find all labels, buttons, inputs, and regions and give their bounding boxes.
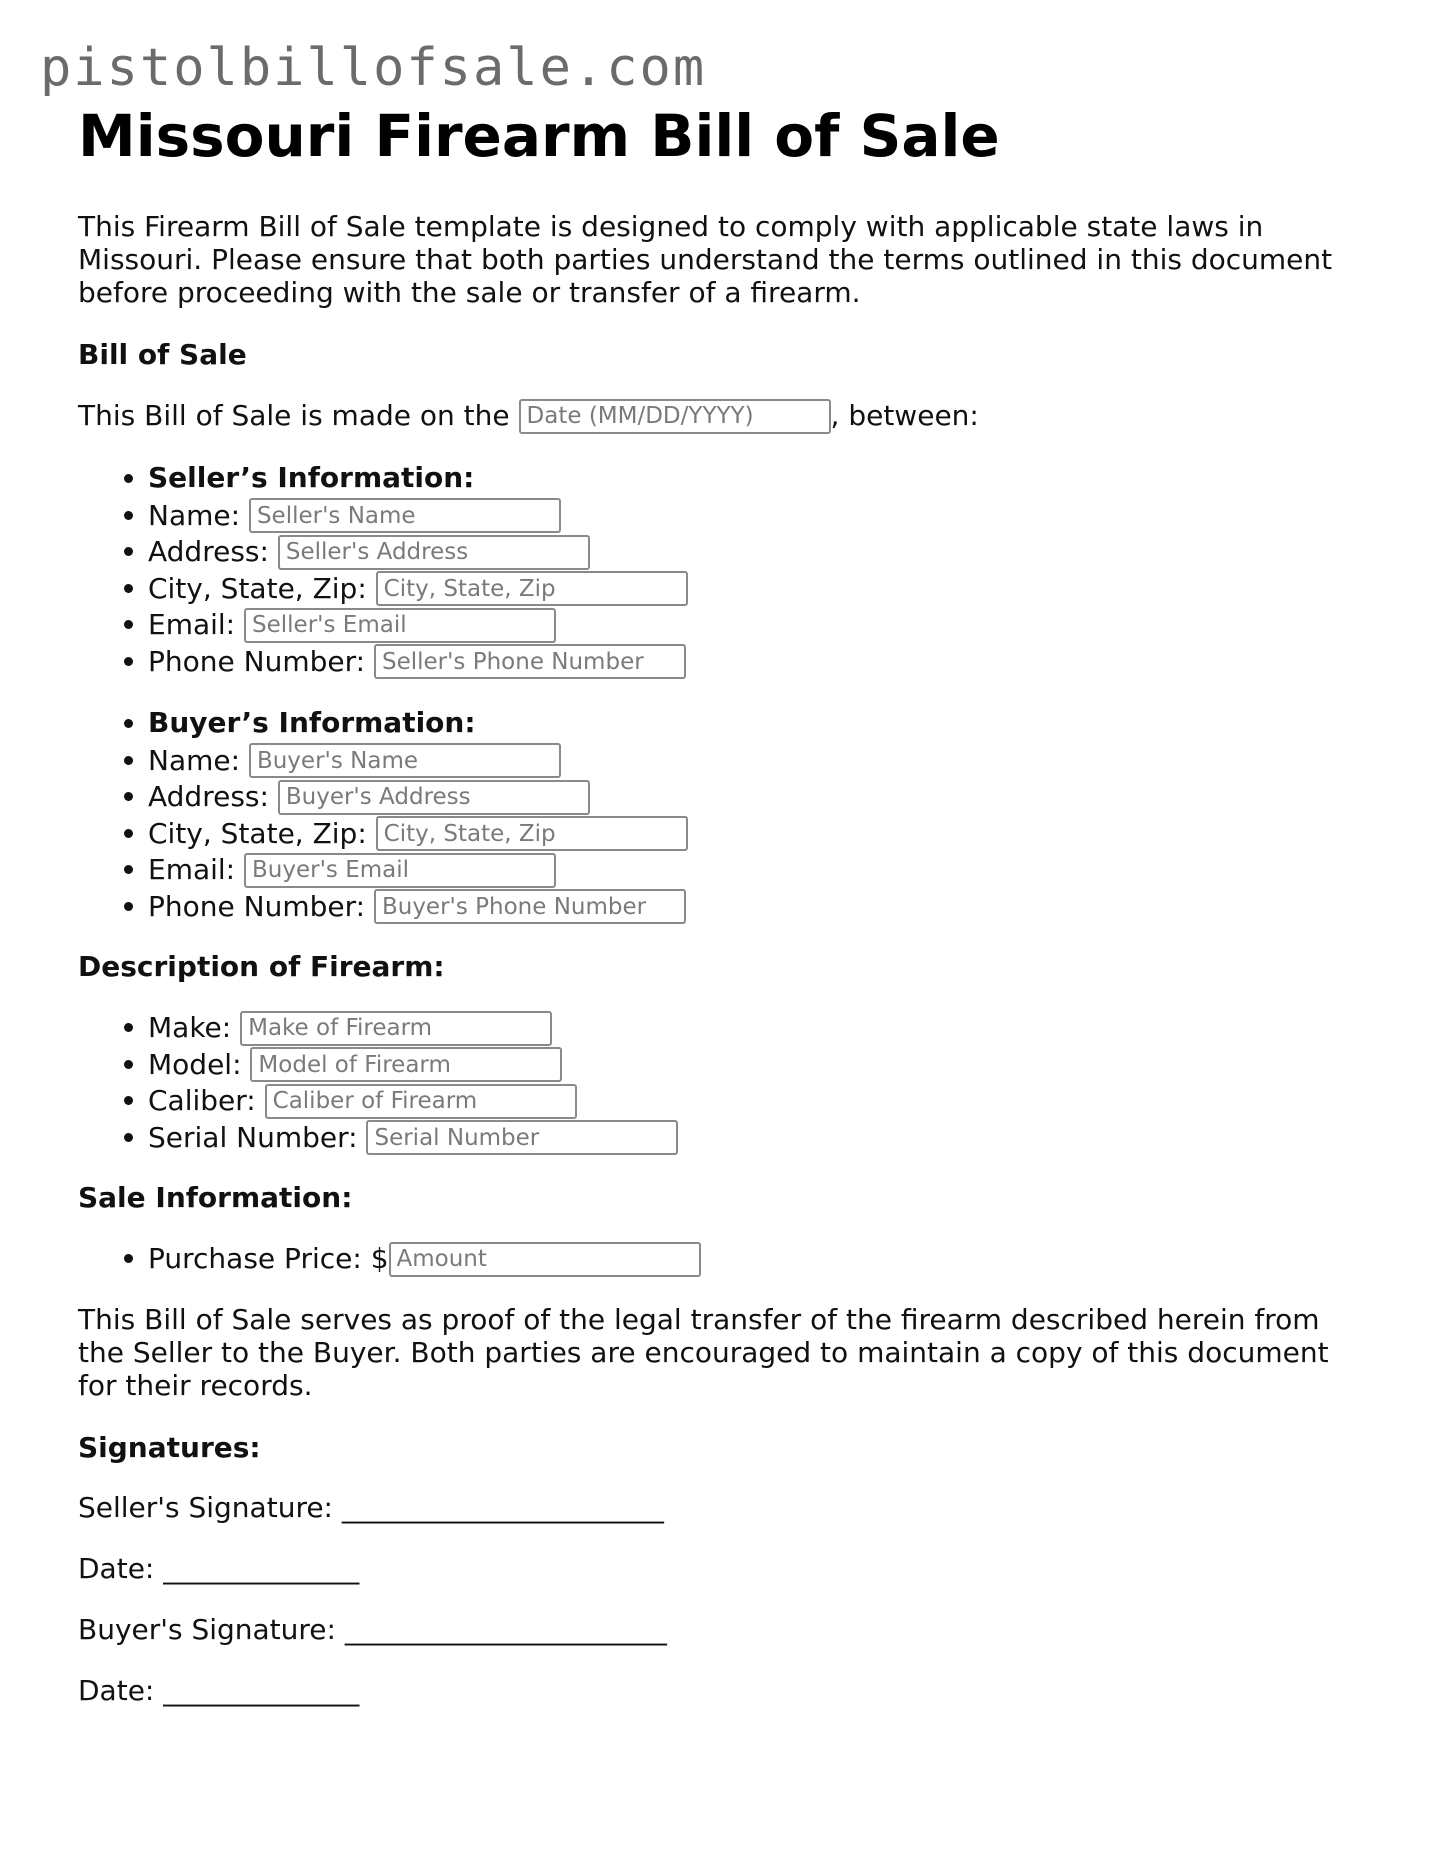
buyer-address-input[interactable] <box>278 780 590 815</box>
list-item <box>148 533 1368 570</box>
site-watermark: pistolbillofsale.com <box>40 38 707 98</box>
sale-information-heading: Sale Information: <box>78 1181 353 1214</box>
intro-paragraph: This Firearm Bill of Sale template is designed to comply with applicable state laws in Missouri. Please ensure that both parties understand the terms outlined in this document before proceeding with the sale or transfer of a firearm. <box>78 210 1333 309</box>
buyer-signature-line: Buyer's Signature: _______________________ <box>78 1612 667 1646</box>
seller-address-input[interactable] <box>278 535 590 570</box>
field-label: Name: <box>148 743 241 777</box>
seller-info-list <box>78 460 1368 679</box>
field-label: Model: <box>148 1047 242 1081</box>
seller-phone-input[interactable] <box>374 644 686 679</box>
field-label: Phone Number: <box>148 889 366 923</box>
bill-of-sale-heading: Bill of Sale <box>78 338 247 371</box>
sale-date-line <box>78 398 1368 434</box>
buyer-info-list <box>78 705 1368 924</box>
field-label: Caliber: <box>148 1083 256 1117</box>
buyer-date-line: Date: ______________ <box>78 1673 360 1707</box>
list-item <box>148 1009 1368 1046</box>
seller-city-state-zip-input[interactable] <box>376 571 688 606</box>
buyer-info-heading: Buyer’s Information: <box>148 706 476 739</box>
seller-email-input[interactable] <box>244 608 556 643</box>
list-item <box>148 888 1368 925</box>
list-item <box>148 1082 1368 1119</box>
field-label: Name: <box>148 498 241 532</box>
list-item <box>148 497 1368 534</box>
buyer-city-state-zip-input[interactable] <box>376 816 688 851</box>
buyer-email-input[interactable] <box>244 853 556 888</box>
field-label: Email: <box>148 852 236 886</box>
field-label: Phone Number: <box>148 644 366 678</box>
firearm-serial-input[interactable] <box>366 1120 678 1155</box>
field-label: Address: <box>148 779 269 813</box>
sale-date-prefix: This Bill of Sale is made on the <box>78 399 510 432</box>
list-item <box>148 705 1368 742</box>
firearm-caliber-input[interactable] <box>265 1084 577 1119</box>
sale-date-input[interactable] <box>519 399 831 434</box>
buyer-phone-input[interactable] <box>374 889 686 924</box>
document-page <box>78 100 1368 1708</box>
firearm-description-list <box>78 1009 1368 1155</box>
list-item <box>148 643 1368 680</box>
firearm-description-heading: Description of Firearm: <box>78 950 445 983</box>
sale-information-list <box>78 1240 1368 1277</box>
list-item <box>148 815 1368 852</box>
seller-date-line: Date: ______________ <box>78 1551 360 1585</box>
field-label: Make: <box>148 1010 232 1044</box>
list-item <box>148 778 1368 815</box>
seller-info-heading: Seller’s Information: <box>148 461 475 494</box>
list-item <box>148 606 1368 643</box>
list-item <box>148 570 1368 607</box>
field-label: Address: <box>148 534 269 568</box>
field-label: Purchase Price: $ <box>148 1241 389 1275</box>
list-item <box>148 1119 1368 1156</box>
list-item <box>148 851 1368 888</box>
seller-signature-line: Seller's Signature: _______________________ <box>78 1490 664 1524</box>
page-title: Missouri Firearm Bill of Sale <box>78 102 1000 170</box>
field-label: Serial Number: <box>148 1120 358 1154</box>
field-label: City, State, Zip: <box>148 816 367 850</box>
buyer-name-input[interactable] <box>249 743 561 778</box>
firearm-make-input[interactable] <box>240 1011 552 1046</box>
seller-name-input[interactable] <box>249 498 561 533</box>
field-label: Email: <box>148 607 236 641</box>
list-item <box>148 460 1368 497</box>
list-item <box>148 1046 1368 1083</box>
signatures-heading: Signatures: <box>78 1430 261 1464</box>
closing-paragraph: This Bill of Sale serves as proof of the legal transfer of the firearm described herein from the Seller to the Buyer. Both parties are encouraged to maintain a copy of this document for their records. <box>78 1302 1329 1402</box>
field-label: City, State, Zip: <box>148 571 367 605</box>
purchase-price-input[interactable] <box>389 1242 701 1277</box>
list-item <box>148 742 1368 779</box>
sale-date-suffix: , between: <box>830 399 979 432</box>
firearm-model-input[interactable] <box>250 1047 562 1082</box>
list-item <box>148 1240 1368 1277</box>
